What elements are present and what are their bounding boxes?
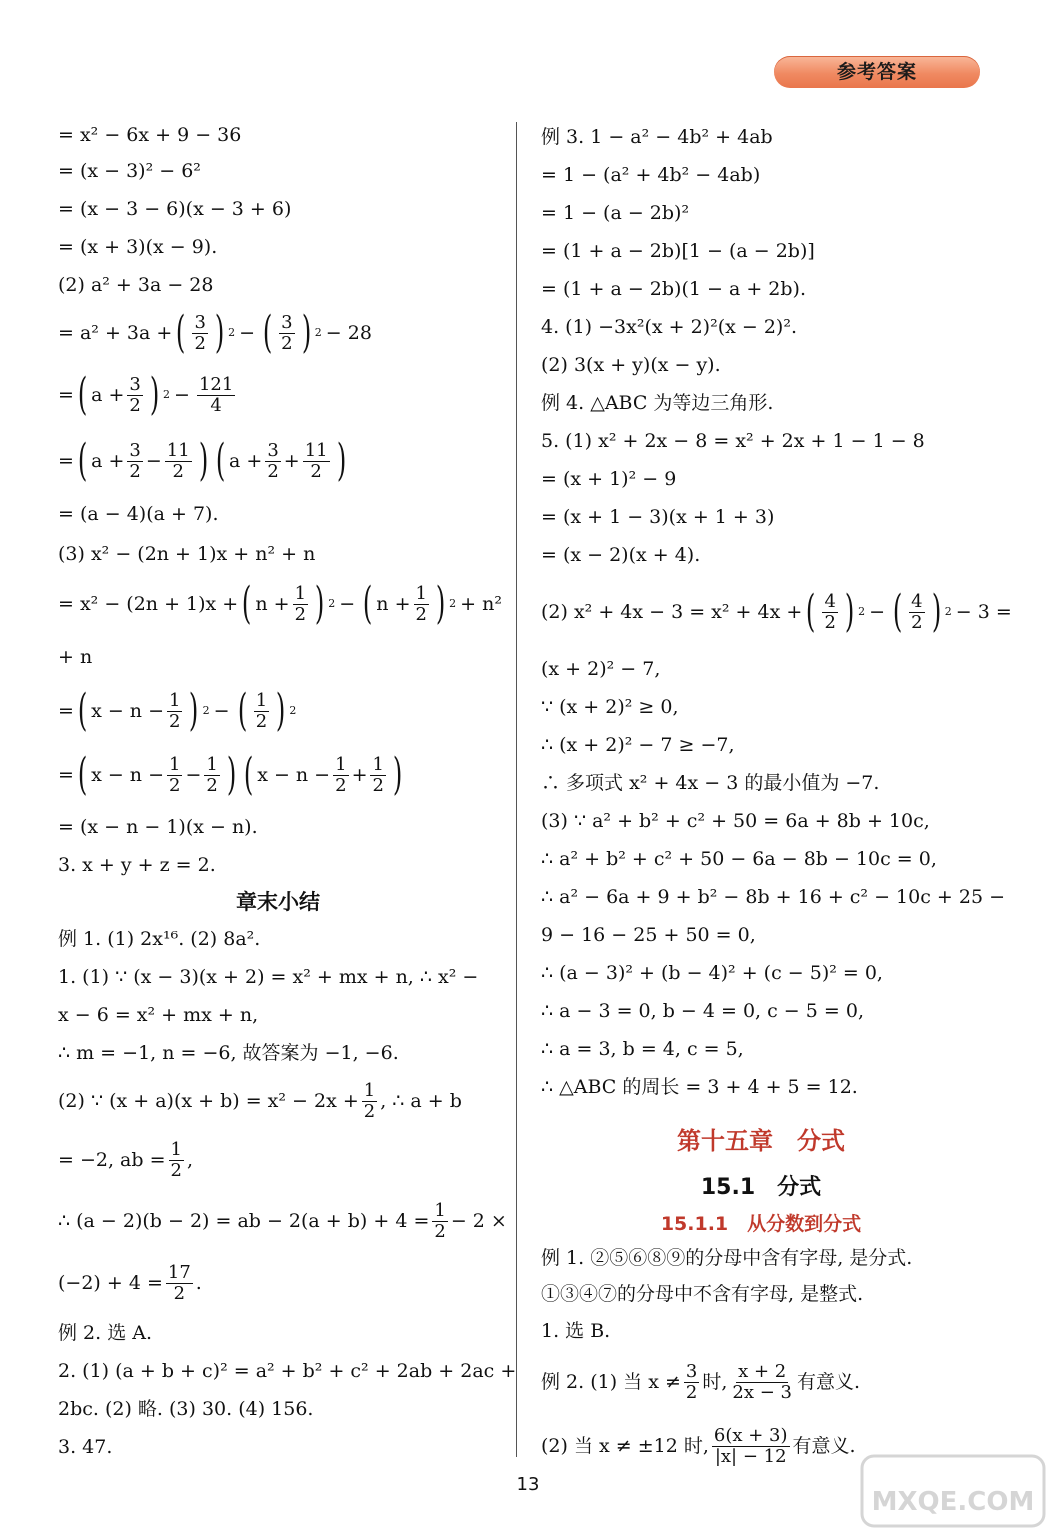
fraction: $\frac{1}{2}$ [415,582,427,625]
eq-line: ∴ a = 3, b = 4, c = 5, [541,1038,744,1060]
eq-line: 3. x + y + z = 2. [58,854,216,876]
fraction: $\frac{1}{2}$ [255,689,268,732]
fraction: $\frac{3}{2}$ [281,311,293,354]
fraction: $\frac{1}{2}$ [294,582,307,625]
fraction: $\frac{1}{2}$ [169,753,181,796]
eq-line: = ( x − n − $\frac{1}{2}$ − $\frac{1}{2}$ ) ( x − n − $\frac{1}{2}$ + $\frac{1}{2}$ ) [58,749,403,800]
eq-line: ∴ a² + b² + c² + 50 − 6a − 8b − 10c = 0, [541,848,937,870]
eq-line: = x² − 6x + 9 − 36 [58,124,242,146]
eq-line: 例 2. (1) 当 x ≠ $\frac{3}{2}$ 时, $\frac{x + 2}{2x - 3}$ 有意义. [541,1360,861,1403]
eq-line: (2) ∵ (x + a)(x + b) = x² − 2x + $\frac{1}{2}$ , ∴ a + b [58,1079,462,1122]
watermark-logo [858,1452,1048,1530]
eq-line: ∴ a² − 6a + 9 + b² − 8b + 16 + c² − 10c + 25 − [541,886,1005,908]
column-divider [516,122,517,1457]
eq-line: = (x + 1)² − 9 [541,468,677,490]
fraction: $\frac{1}{2}$ [372,753,384,796]
eq-line: = (x − 3)² − 6² [58,160,201,182]
eq-line: ∴ a − 3 = 0, b − 4 = 0, c − 5 = 0, [541,1000,864,1022]
eq-line: ∴ (a − 2)(b − 2) = ab − 2(a + b) + 4 = $\frac{1}{2}$ − 2 × [58,1199,507,1242]
eq-line: 2. (1) (a + b + c)² = a² + b² + c² + 2ab + 2ac + [58,1360,517,1382]
eq-line: 5. (1) x² + 2x − 8 = x² + 2x + 1 − 1 − 8 [541,430,925,452]
eq-line: (2) 当 x ≠ ±12 时, $\frac{6(x + 3)}{|x| - 12}$ 有意义. [541,1424,856,1467]
fraction: $\frac{1}{2}$ [169,689,181,732]
fraction: $\frac{6(x + 3)}{|x| - 12}$ [713,1424,788,1467]
eq-line: = 1 − (a − 2b)² [541,202,690,224]
chapter-heading: 第十五章 分式 [677,1127,845,1155]
eq-line: 2bc. (2) 略. (3) 30. (4) 156. [58,1398,314,1420]
fraction: $\frac{3}{2}$ [267,439,279,482]
eq-line: (3) x² − (2n + 1)x + n² + n [58,543,316,565]
eq-line: 例 1. (1) 2x¹⁶. (2) 8a². [58,928,261,950]
eq-line: ∴ (a − 3)² + (b − 4)² + (c − 5)² = 0, [541,962,883,984]
fraction: $\frac{3}{2}$ [194,311,206,354]
section-heading: 章末小结 [236,890,320,914]
fraction: $\frac{3}{2}$ [129,439,141,482]
eq-line: = (1 + a − 2b)[1 − (a − 2b)] [541,240,815,262]
eq-line: (3) ∵ a² + b² + c² + 50 = 6a + 8b + 10c, [541,810,930,832]
eq-line: = ( a + $\frac{3}{2}$ − $\frac{11}{2}$ ) ( a + $\frac{3}{2}$ + $\frac{11}{2}$ ) [58,435,346,486]
eq-line: = ( x − n − $\frac{1}{2}$ ) 2 − ( $\frac{1}{2}$ ) 2 [58,685,297,736]
eq-line: = (x + 1 − 3)(x + 1 + 3) [541,506,775,528]
eq-line: 9 − 16 − 25 + 50 = 0, [541,924,756,946]
eq-line: = x² − (2n + 1)x + ( n + $\frac{1}{2}$ ) 2 − ( n + $\frac{1}{2}$ ) 2 + n² [58,578,502,629]
eq-line: 例 4. △ABC 为等边三角形. [541,392,774,414]
eq-line: = 1 − (a² + 4b² − 4ab) [541,164,761,186]
eq-line: = (x − 3 − 6)(x − 3 + 6) [58,198,292,220]
eq-line: 3. 47. [58,1436,113,1458]
fraction: $\frac{x + 2}{2x - 3}$ [732,1360,792,1403]
eq-line: 4. (1) −3x²(x + 2)²(x − 2)². [541,316,797,338]
answer-key-badge [774,56,980,88]
eq-line: = (x − 2)(x + 4). [541,544,701,566]
fraction: $\frac{11}{2}$ [166,439,190,482]
eq-line: (2) a² + 3a − 28 [58,274,214,296]
fraction: $\frac{1}{2}$ [170,1138,182,1181]
eq-line: = −2, ab = $\frac{1}{2}$ , [58,1138,193,1181]
fraction: $\frac{121}{4}$ [198,373,234,416]
eq-line: 1. 选 B. [541,1320,611,1342]
eq-line: 例 3. 1 − a² − 4b² + 4ab [541,126,773,148]
eq-line: 例 1. ②⑤⑥⑧⑨的分母中含有字母, 是分式. [541,1247,913,1269]
eq-line: ∴ (x + 2)² − 7 ≥ −7, [541,734,735,756]
eq-line: = (1 + a − 2b)(1 − a + 2b). [541,278,806,300]
eq-line: = (x + 3)(x − 9). [58,236,218,258]
eq-line: (x + 2)² − 7, [541,658,661,680]
eq-line: (2) x² + 4x − 3 = x² + 4x + ( $\frac{4}{2}$ ) 2 − ( $\frac{4}{2}$ ) 2 − 3 = [541,586,1012,637]
eq-line: x − 6 = x² + mx + n, [58,1004,259,1026]
fraction: $\frac{4}{2}$ [911,590,923,633]
fraction: $\frac{4}{2}$ [824,590,836,633]
fraction: $\frac{11}{2}$ [304,439,328,482]
fraction: $\frac{17}{2}$ [167,1261,191,1304]
fraction: $\frac{1}{2}$ [434,1199,446,1242]
subsection-heading: 15.1.1 从分数到分式 [660,1213,862,1235]
right-column [541,118,1012,1478]
eq-line: ∵ (x + 2)² ≥ 0, [541,696,679,718]
watermark-text: MXQE.COM [871,1487,1035,1517]
fraction: $\frac{3}{2}$ [685,1360,698,1403]
eq-line: + n [58,646,93,668]
fraction: $\frac{1}{2}$ [363,1079,376,1122]
fraction: $\frac{1}{2}$ [206,753,218,796]
badge-label: 参考答案 [836,61,917,83]
left-column [58,118,517,1466]
eq-line: = ( a + $\frac{3}{2}$ ) 2 − $\frac{121}{4}$ [58,369,234,420]
section-heading: 15.1 分式 [700,1175,822,1200]
eq-line: ∴ 多项式 x² + 4x − 3 的最小值为 −7. [541,772,880,794]
eq-line: ①③④⑦的分母中不含有字母, 是整式. [541,1283,864,1305]
eq-line: 1. (1) ∵ (x − 3)(x + 2) = x² + mx + n, ∴ x² − [58,966,479,988]
eq-line: 例 2. 选 A. [58,1322,153,1344]
eq-line: (2) 3(x + y)(x − y). [541,354,721,376]
page-number: 13 [516,1474,540,1495]
fraction: $\frac{3}{2}$ [129,373,141,416]
eq-line: = (x − n − 1)(x − n). [58,816,258,838]
eq-line: = (a − 4)(a + 7). [58,503,219,525]
eq-line: ∴ △ABC 的周长 = 3 + 4 + 5 = 12. [541,1076,858,1098]
eq-line: (−2) + 4 = $\frac{17}{2}$ . [58,1261,202,1304]
eq-line: ∴ m = −1, n = −6, 故答案为 −1, −6. [58,1042,399,1064]
eq-line: = a² + 3a + ( $\frac{3}{2}$ ) 2 − ( $\frac{3}{2}$ ) 2 − 28 [58,307,372,358]
fraction: $\frac{1}{2}$ [335,753,347,796]
